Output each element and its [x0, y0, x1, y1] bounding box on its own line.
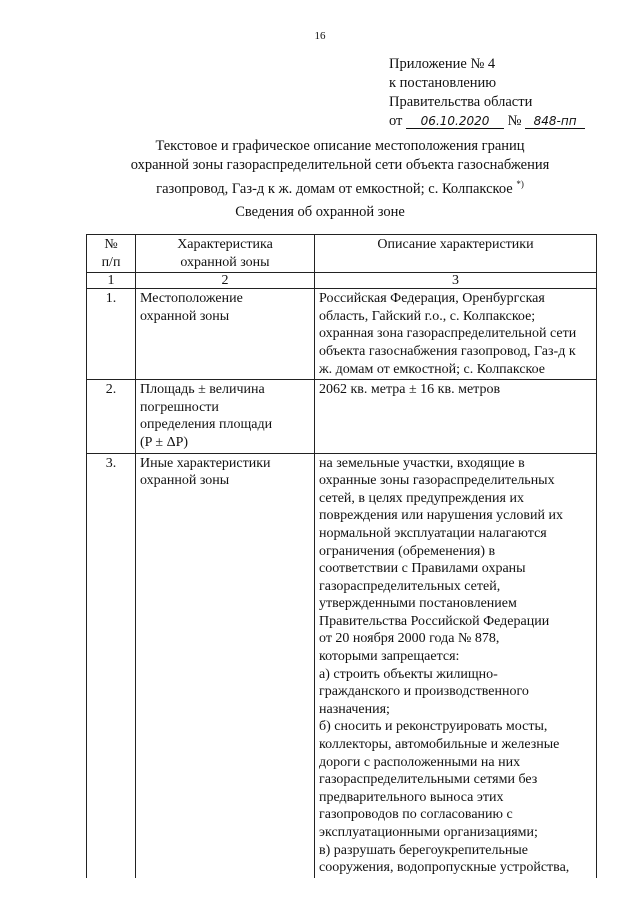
table-row [87, 380, 597, 453]
title-line-3-text: газопровод, Газ-д к ж. домам от емкостной; с. Колпакское [156, 180, 513, 197]
row-description [315, 289, 597, 380]
text-line: Местоположение [140, 291, 243, 307]
row-characteristic [136, 289, 315, 380]
text-line: а) строить объекты жилищно- [319, 666, 498, 682]
text-line: б) сносить и реконструировать мосты, [319, 719, 548, 735]
number-prefix: № [507, 113, 522, 129]
row-description [315, 380, 597, 453]
text-line: ограничения (обременения) в [319, 543, 496, 559]
title-line-1: Текстовое и графическое описание местоположения границ [155, 138, 525, 154]
text-line: (P ± ΔP) [140, 434, 189, 450]
text-line: гражданского и производственного [319, 684, 529, 700]
protection-zone-table [86, 234, 597, 878]
text-line: газораспределительными сетями без [319, 772, 538, 788]
section-subtitle: Сведения об охранной зоне [235, 204, 405, 220]
footnote-mark: *) [516, 179, 524, 189]
row-number: 3. [87, 453, 136, 878]
text-line: 2062 кв. метра ± 16 кв. метров [319, 382, 501, 398]
table-row [87, 289, 597, 380]
header-characteristic-line: охранной зоны [180, 254, 270, 270]
column-number: 2 [136, 273, 315, 289]
row-characteristic [136, 380, 315, 453]
text-line: от 20 ноября 2000 года № 878, [319, 631, 500, 647]
row-characteristic [136, 453, 315, 878]
text-line: коллекторы, автомобильные и железные [319, 737, 560, 753]
document-title [90, 137, 590, 199]
page-number: 16 [314, 30, 326, 42]
row-number: 1. [87, 289, 136, 380]
appendix-date-line [389, 112, 585, 131]
appendix-line-1: Приложение № 4 [389, 56, 496, 72]
text-line: ж. домам от емкостной; с. Колпакское [319, 361, 546, 377]
text-line: область, Гайский г.о., с. Колпакское; [319, 308, 536, 324]
column-number-row [87, 273, 597, 289]
text-line: повреждения или нарушения условий их [319, 508, 563, 524]
text-line: на земельные участки, входящие в [319, 455, 525, 471]
text-line: утвержденными постановлением [319, 596, 517, 612]
column-number: 1 [87, 273, 136, 289]
handwritten-number: 848-пп [525, 114, 585, 129]
row-number: 2. [87, 380, 136, 453]
text-line: назначения; [319, 701, 390, 717]
appendix-block [389, 55, 585, 131]
handwritten-date: 06.10.2020 [406, 114, 504, 129]
text-line: погрешности [140, 399, 219, 415]
text-line: Российская Федерация, Оренбургская [319, 291, 545, 307]
appendix-line-3: Правительства области [389, 94, 533, 110]
text-line: газораспределительных сетей, [319, 578, 501, 594]
header-num-line: № [104, 237, 118, 252]
text-line: Иные характеристики [140, 455, 271, 471]
text-line: Правительства Российской Федерации [319, 613, 550, 629]
table-row [87, 453, 597, 878]
text-line: охранной зоны [140, 308, 230, 324]
date-prefix: от [389, 113, 403, 129]
text-line: сетей, в целях предупреждения их [319, 490, 524, 506]
text-line: в) разрушать берегоукрепительные [319, 842, 529, 858]
text-line: газопроводов по согласованию с [319, 807, 513, 823]
header-characteristic-line: Характеристика [177, 237, 273, 252]
text-line: предварительного выноса этих [319, 789, 504, 805]
header-characteristic [136, 235, 315, 273]
text-line: сооружения, водопропускные устройства, [319, 860, 570, 876]
text-line: объекта газоснабжения газопровод, Газ-д к [319, 343, 576, 359]
text-line: соответствии с Правилами охраны [319, 561, 526, 577]
text-line: определения площади [140, 417, 273, 433]
text-line: дороги с расположенными на них [319, 754, 521, 770]
text-line: Площадь ± величина [140, 382, 265, 398]
title-line-3 [90, 175, 590, 199]
text-line: охранные зоны газораспределительных [319, 473, 555, 489]
text-line: охранной зоны [140, 473, 230, 489]
header-num [87, 235, 136, 273]
text-line: охранная зона газораспределительной сети [319, 326, 577, 342]
title-line-2: охранной зоны газораспределительной сети объекта газоснабжения [130, 157, 550, 173]
header-num-line: п/п [101, 254, 121, 270]
table-header-row [87, 235, 597, 273]
text-line: которыми запрещается: [319, 649, 460, 665]
text-line: эксплуатационными организациями; [319, 825, 538, 840]
appendix-line-2: к постановлению [389, 75, 497, 91]
column-number: 3 [315, 273, 597, 289]
header-description: Описание характеристики [315, 235, 597, 273]
text-line: нормальной эксплуатации налагаются [319, 525, 547, 541]
row-description [315, 453, 597, 878]
